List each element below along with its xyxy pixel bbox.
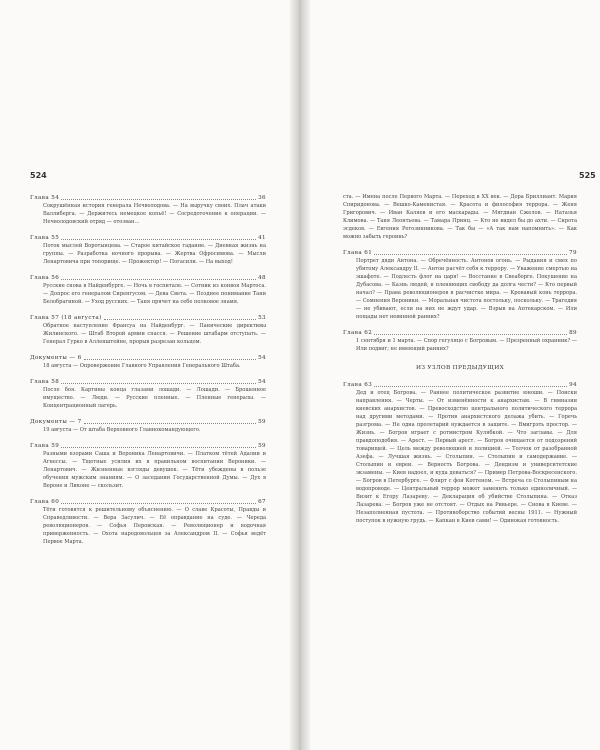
page-ref: 67 — [258, 499, 266, 505]
dot-leader — [374, 329, 567, 335]
chapter-summary: Дед и отец Богрова. — Раннее политическое развитие юноши. — Поиски направления. — Черты. — От изменённости к анархистам. — В гимназии киевских анархистов. — Превосходство центрального политического террора над другими методами. — Против анархистского делажа убить. — Горечь разгрома. — Не одна пролетарий нуждается в защите. — Вмигрэть простор. — Жизнь. — Богров играет с ротмистром Кулябкой. — Что заглавы. — Для правдоподобия. — Арест. — Первый арест. — Богров очищается от подозрений товарищей. — Цель между революцией и полицией. — Толчок от разобранной Азефа. — Лучшая жизнь. — Столыпин. — Столыпин и самодержавие. — Столыпин и евреи. — Верность Богрова. — Дендизм и университетские экзамены. — Киев надоел, и куда деваться? — Пример Петрова-Воскресенского. — Богров в Петербурге. — Флирт с фон Коттеном. — Встреча со Столыпиным на водопроводе. — Центральный террор может заменить только единоличный. — Визит к Егору Лазареву. — Декларация об убийстве Столыпина. — Отказ Лазарева. — Богров уже не отстоят. — Отдых на Ривьере. — Снова в Киеве. — Незаполненная пустота. — Противоборство событий весны 1911. — Нужный поступок в нужную грудь. — Капкан в Киев сами! — Одинокая готовность. — [356, 390, 577, 524]
page-ref: 48 — [258, 275, 266, 281]
chapter-summary: 18 августа — Опровержение Главного Управления Генерального Штаба. — [43, 363, 241, 369]
toc-entry-heading — [30, 418, 266, 426]
chapter-summary: ста. — Имена после Первого Марта. — Переход в XX век. — Дора Бриллиант. Мария Спиридонова. — Вешко-Каменистая. — Красота и философия террора. — Женя Григорович. — Иван Каляев и его маскарады. — Мягдиан Сжелов. — Наталья Климова. — Таня Леонтьева. — Тамара Принц. — Кто не видел бы до ахти. — Сирота эсдеков. — Евгения Рогозинникова. — Так бы — «А так нам напомнить». — Как можно забыть героинь? — [343, 194, 577, 240]
chapter-summary: Тёти готовятся к решительному объяснению. — О славе Красоты, Правды и Справедливости. — Вера Засулич. — Её оправдание на суде. — Череда революционеров. — Софья Перовская. — Революционер и водочная приверженность. — Охота народовольцев за Александром II. — Софья ведёт Первое Марта. — [43, 507, 266, 545]
chapter-label: Глава 58 — [30, 379, 60, 385]
toc-group — [343, 381, 577, 525]
dot-leader — [61, 498, 256, 504]
dot-leader — [61, 378, 256, 384]
toc-entry — [343, 249, 577, 321]
toc-entry-heading — [30, 354, 266, 362]
chapter-summary: После боя. Картины конца глазами лошади. — Лошади. — Брошенное имущество. — Люди. — Русские пленные. — Пленные генералы. — Концентрационный лагерь. — [43, 387, 266, 409]
chapter-label: Документы — 7 — [30, 419, 82, 425]
dot-leader — [61, 234, 256, 240]
chapter-summary: Разными взорами Саша и Вероника Ленартовичи. — Платком тётей Адалии и Агнессы. — Тщетные усилия их в правильном воспитании Вероники. — Ленартович. — Жизненные взгляды девушек. — Тёти убеждены в пользе обучения мужским знаниям. — О заседании Государственной Думы. — Дух в Вероне и Ликоне — скользит. — [43, 451, 266, 489]
chapter-summary: Сокрушённая история генерала Нечволодова. — На выручку своих. Плач атаки Валлиберга. — Держитесь немецкое копьё! — Сосредоточение к операции. — Нечволодовский отряд — отозван… — [43, 203, 266, 225]
toc-entry — [30, 314, 266, 346]
chapter-label: Глава 56 — [30, 275, 60, 281]
toc-entry — [30, 234, 266, 266]
page-ref: 36 — [258, 195, 266, 201]
dot-leader — [84, 418, 257, 424]
toc-entry-heading — [30, 442, 266, 450]
dot-leader — [61, 194, 256, 200]
section-title: ИЗ УЗЛОВ ПРЕДЫДУЩИХ — [415, 365, 504, 371]
toc-entry — [30, 354, 266, 370]
page-number: 524 — [30, 171, 47, 180]
toc-entry-heading — [30, 274, 266, 282]
chapter-summary: 19 августа — От штаба Верховного Главнокомандующего. — [43, 427, 201, 433]
chapter-label: Глава 63 — [343, 382, 373, 388]
chapter-summary: Обратное наступление Франсуа на Найденбург. — Панические директивы Жилинского. — Штаб Второй армии спасся. — Решение штабарм отступать. — Генерал Гурко в Алленштейне, прорыв разрезан кольцом. — [43, 323, 266, 345]
page-number: 525 — [579, 171, 596, 180]
toc-column — [30, 194, 266, 554]
toc-entry — [343, 329, 577, 353]
toc-entry — [343, 381, 577, 525]
toc-entry-heading — [30, 378, 266, 386]
chapter-summary: 1 сентября и 1 марта. — Спор гегуляцо с Богровым. — Презренный охранник? — Или подвиг; не имеющий ранних? — [356, 338, 577, 352]
page-ref: 54 — [258, 355, 266, 361]
toc-entry-heading — [343, 249, 577, 257]
toc-entry — [30, 194, 266, 226]
chapter-label: Глава 60 — [30, 499, 60, 505]
page-ref: 79 — [569, 250, 577, 256]
dot-leader — [61, 274, 256, 280]
dot-leader — [61, 442, 256, 448]
page-ref: 59 — [258, 443, 266, 449]
dot-leader — [84, 354, 257, 360]
chapter-label: Глава 54 — [30, 195, 60, 201]
chapter-label: Глава 59 — [30, 443, 60, 449]
chapter-summary: Русские снова в Найденбурге. — Ночь в госпитале. — Сотник из конвоя Мартоса. — Допрос его генералом Сиренгусом. — Дева Света. — Позднее понимание Тани Белобрагиной. — Уход русских. — Таня прячет на себе полковое знамя. — [43, 283, 266, 305]
left-page — [0, 0, 297, 750]
toc-entry — [30, 498, 266, 546]
chapter-label: Глава 57 (18 августа) — [30, 315, 102, 321]
toc-entry — [343, 193, 577, 241]
page-ref: 94 — [569, 382, 577, 388]
toc-entry — [30, 442, 266, 490]
chapter-summary: Портрет дяди Антона. — Обречённость. Антонов огонь. — Рыдания и смех по убитому Александру II. — Антон расчёт себя к террору. — Уважение смертью на эшафоте. — Подлесть флот на царя! — Восстание в Свеаборге. Покушение на Дубасова. — Казнь людей, в пленяющих свободу да долга чести? — Кто первый начал? — Права революционеров в расчистке мира. — Кровавый конь террора. — Сомнения Вероники. — Моральная чистота постольку, поскольку. — Трагедия — не убивают, если на них не ждут удар. — Взрыв на Аптекарском. — Или пощады нет невинной ранних? — [356, 258, 577, 320]
toc-entry — [30, 378, 266, 410]
toc-group — [343, 193, 577, 353]
chapter-label: Глава 61 — [343, 250, 373, 256]
chapter-summary: Поток мыслей Воротынцева. — Старое китайское гадание. — Дневная жизнь на группы. — Разработка ночного прорыва. — Жертва Офросимова. — Мысли Ленартовича при топорище. — Прожектор! — Погасили. — На выход! — [43, 243, 266, 265]
dot-leader — [374, 249, 567, 255]
toc-entry-heading — [30, 498, 266, 506]
page-ref: 54 — [258, 379, 266, 385]
chapter-label: Глава 55 — [30, 235, 60, 241]
toc-entry-heading — [343, 329, 577, 337]
dot-leader — [374, 381, 567, 387]
right-page — [303, 0, 600, 750]
toc-entry-heading — [343, 381, 577, 389]
page-ref: 59 — [258, 419, 266, 425]
toc-entry-heading — [30, 194, 266, 202]
toc-entry-heading — [30, 234, 266, 242]
toc-entry-heading — [30, 314, 266, 322]
dot-leader — [104, 314, 256, 320]
toc-entry — [30, 418, 266, 434]
chapter-label: Документы — 6 — [30, 355, 82, 361]
page-ref: 53 — [258, 315, 266, 321]
page-ref: 41 — [258, 235, 266, 241]
page-ref: 89 — [569, 330, 577, 336]
toc-column — [343, 193, 577, 533]
chapter-label: Глава 62 — [343, 330, 373, 336]
toc-entry — [30, 274, 266, 306]
book-gutter — [290, 0, 310, 750]
